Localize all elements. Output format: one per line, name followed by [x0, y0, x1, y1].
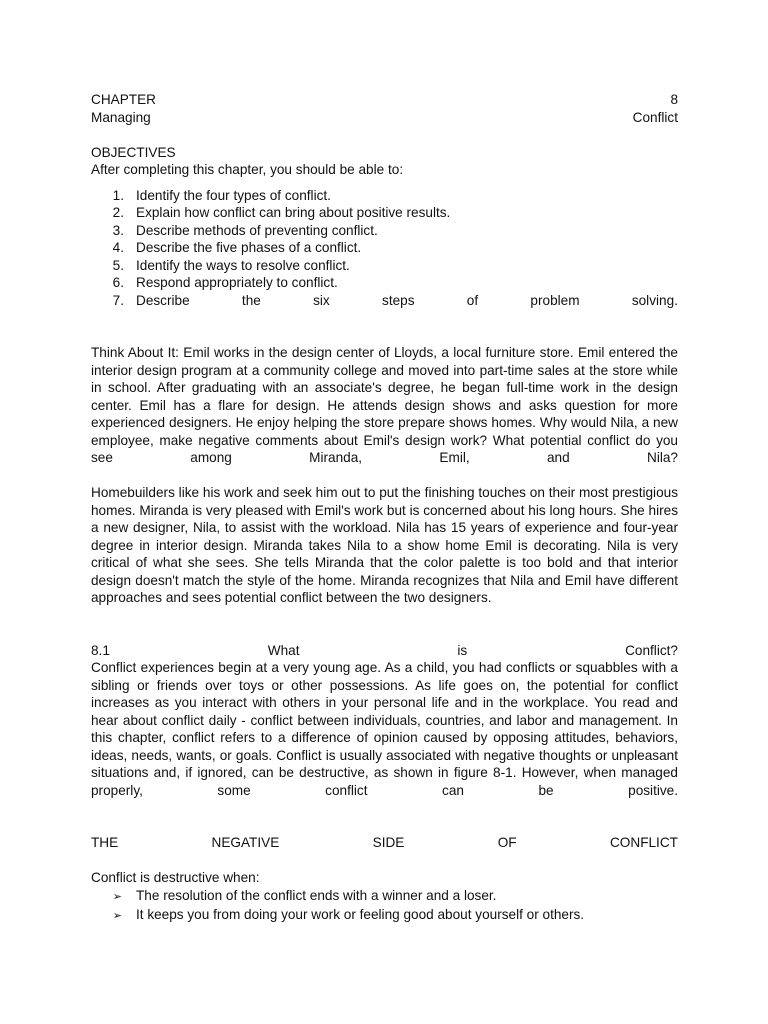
negative-side-heading [91, 834, 678, 852]
chapter-label: CHAPTER [91, 92, 156, 107]
arrow-bullet-icon: ➢ [112, 910, 122, 922]
section-8-1-heading [91, 642, 678, 660]
chapter-header-row [91, 91, 678, 109]
heading-word: THE [91, 835, 119, 850]
section-8-1-body: Conflict experiences begin at a very young age. As a child, you had conflicts or squabbles with a sibling or friends over toys or other possessions. As life goes on, the potential for conflict increases as you interact with others in your personal life and in the workplace. You read and hear about conflict daily - conflict between individuals, countries, and labor and management. In this chapter, conflict refers to a difference of opinion caused by opposing attitudes, behaviors, ideas, needs, wants, or goals. Conflict is usually associated with negative thoughts or unpleasant situations and, if ignored, can be destructive, as shown in figure 8-1. However, when managed properly, some conflict can be positive. [91, 660, 678, 798]
word: solving. [631, 292, 678, 308]
document-body [91, 91, 678, 926]
word: problem [530, 292, 580, 308]
word: six [313, 292, 330, 308]
arrow-bullet-icon: ➢ [112, 890, 122, 903]
heading-word: Conflict? [625, 642, 678, 658]
bullet-item: ➢ The resolution of the conflict ends with a winner and a loser. [91, 887, 678, 907]
objective-item: 2. Explain how conflict can bring about positive results. [112, 205, 451, 220]
objectives-list [91, 187, 678, 310]
objectives-heading: OBJECTIVES [91, 144, 176, 160]
objective-item: 6. Respond appropriately to conflict. [112, 275, 338, 290]
word: steps [382, 292, 415, 308]
chapter-title-row [91, 109, 678, 127]
heading-word: OF [497, 835, 517, 850]
heading-word: NEGATIVE [211, 835, 280, 850]
objective-item: 3. Describe methods of preventing conflict. [112, 222, 378, 238]
homebuilders-paragraph: Homebuilders like his work and seek him out to put the finishing touches on their most prestigious homes. Miranda is very pleased with Emil's work but is concerned about his long hours. She hires a new designer, Nila, to assist with the workload. Nila has 15 years of experience and four-year degree in interior design. Miranda takes Nila to a show home Emil is decorating. Nila is very critical of what she sees. She tells Miranda that the color palette is too bold and that interior design doesn't match the style of the home. Miranda recognizes that Nila and Emil have different approaches and sees potential conflict between the two designers. [91, 485, 678, 605]
word: the [241, 292, 261, 308]
word: of [466, 292, 479, 308]
objectives-intro: After completing this chapter, you should be able to: [91, 162, 404, 177]
heading-word: What [267, 642, 300, 658]
chapter-title-right: Conflict [632, 109, 678, 125]
heading-word: SIDE [372, 835, 405, 850]
negative-side-intro: Conflict is destructive when: [91, 870, 260, 885]
bullet-item: ➢ It keeps you from doing your work or feeling good about yourself or others. [91, 906, 678, 926]
negative-side-list [91, 887, 678, 926]
heading-word: CONFLICT [609, 835, 678, 850]
objective-item-last: 7. Describe the six steps of problem solving. [112, 292, 678, 308]
chapter-number: 8 [670, 92, 678, 107]
think-about-it-paragraph: Think About It: Emil works in the design center of Lloyds, a local furniture store. Emil entered the interior design program at a community college and moved into part-time sales at the store while in school. After graduating with an associate's degree, he began full-time work in the design center. Emil has a flare for design. He attends design shows and asks question for more experienced designers. He enjoy helping the store prepare shows homes. Why would Nila, a new employee, make negative comments about Emil's design work? What potential conflict do you see among Miranda, Emil, and Nila? [91, 345, 678, 465]
heading-word: is [457, 642, 468, 658]
objective-item: 4. Describe the five phases of a conflict. [112, 240, 362, 255]
objective-item: 1. Identify the four types of conflict. [112, 187, 331, 203]
objective-item: 5. Identify the ways to resolve conflict. [112, 257, 350, 273]
chapter-title-left: Managing [91, 109, 151, 125]
word: Describe [136, 292, 190, 308]
heading-word: 8.1 [91, 642, 110, 658]
